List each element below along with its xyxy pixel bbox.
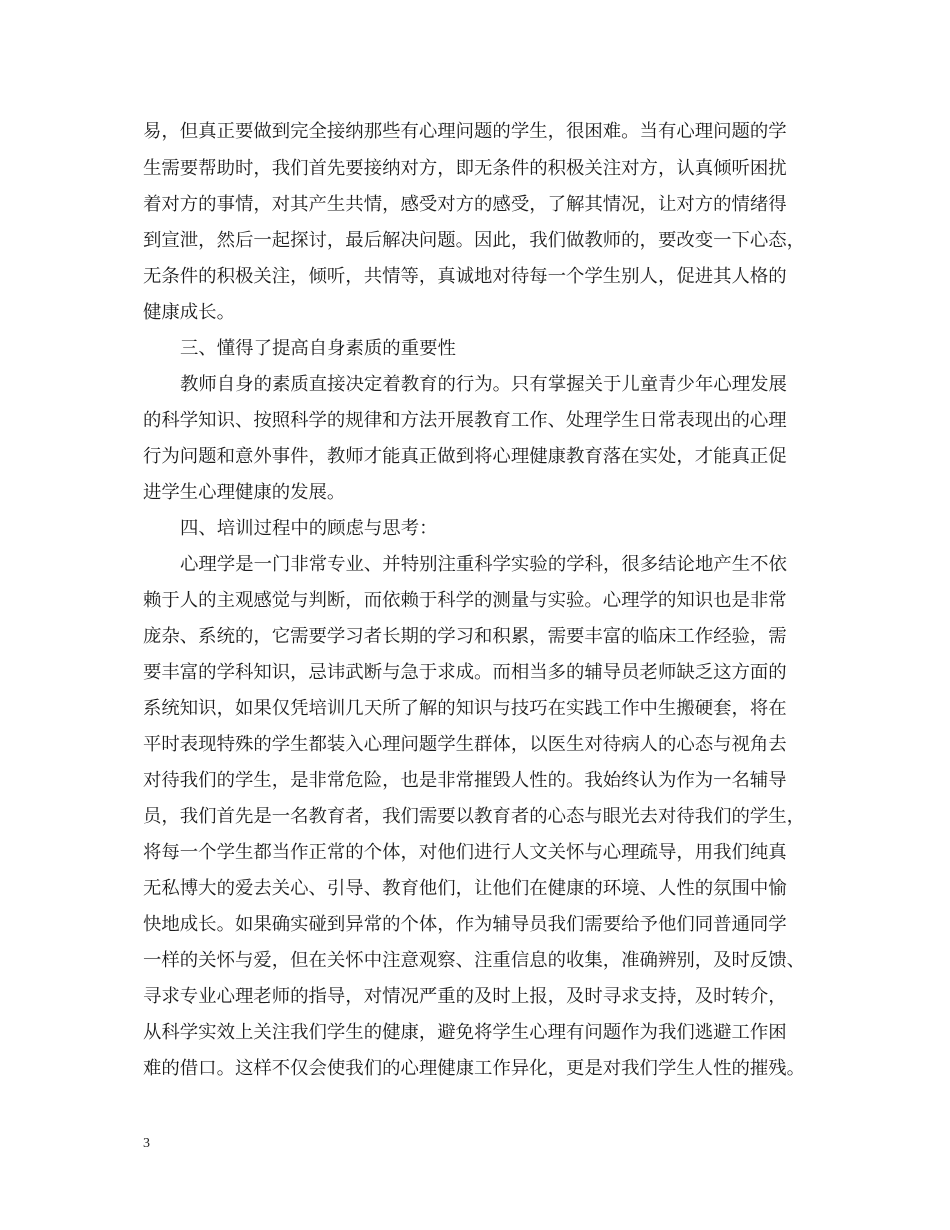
text-line: 易，但真正要做到完全接纳那些有心理问题的学生，很困难。当有心理问题的学 [143,121,787,142]
text-line: 从科学实效上关注我们学生的健康，避免将学生心理有问题作为我们逃避工作困 [143,1022,787,1043]
text-line: 到宣泄，然后一起探讨，最后解决问题。因此，我们做教师的，要改变一下心态， [143,230,806,251]
text-line: 赖于人的主观感觉与判断，而依赖于科学的测量与实验。心理学的知识也是非常 [143,590,787,611]
page-number: 3 [143,1136,150,1151]
text-line: 生需要帮助时，我们首先要接纳对方，即无条件的积极关注对方，认真倾听困扰 [143,158,787,179]
text-line: 进学生心理健康的发展。 [143,482,346,503]
text-line: 一样的关怀与爱，但在关怀中注意观察、注重信息的收集，准确辨别，及时反馈、 [143,950,806,971]
text-line: 系统知识，如果仅凭培训几天所了解的知识与技巧在实践工作中生搬硬套，将在 [143,698,787,719]
text-line: 心理学是一门非常专业、并特别注重科学实验的学科，很多结论地产生不依 [180,554,787,575]
text-line: 健康成长。 [143,302,235,323]
text-line: 着对方的事情，对其产生共情，感受对方的感受，了解其情况，让对方的情绪得 [143,194,787,215]
text-line: 要丰富的学科知识，忌讳武断与急于求成。而相当多的辅导员老师缺乏这方面的 [143,662,787,683]
text-line: 员，我们首先是一名教育者，我们需要以教育者的心态与眼光去对待我们的学生， [143,806,806,827]
text-line: 寻求专业心理老师的指导，对情况严重的及时上报，及时寻求支持，及时转介， [143,986,787,1007]
text-line: 无私博大的爱去关心、引导、教育他们，让他们在健康的环境、人性的氛围中愉 [143,878,787,899]
text-line: 难的借口。这样不仅会使我们的心理健康工作异化，更是对我们学生人性的摧残。 [143,1058,806,1079]
text-line: 将每一个学生都当作正常的个体，对他们进行人文关怀与心理疏导，用我们纯真 [143,842,787,863]
text-line: 的科学知识、按照科学的规律和方法开展教育工作、处理学生日常表现出的心理 [143,410,787,431]
text-line: 快地成长。如果确实碰到异常的个体，作为辅导员我们需要给予他们同普通同学 [143,914,787,935]
section-heading: 三、懂得了提高自身素质的重要性 [180,338,456,359]
text-line: 庞杂、系统的，它需要学习者长期的学习和积累，需要丰富的临床工作经验，需 [143,626,787,647]
text-line: 平时表现特殊的学生都装入心理问题学生群体，以医生对待病人的心态与视角去 [143,734,787,755]
text-line: 行为问题和意外事件，教师才能真正做到将心理健康教育落在实处，才能真正促 [143,446,787,467]
text-line: 对待我们的学生，是非常危险，也是非常摧毁人性的。我始终认为作为一名辅导 [143,770,787,791]
section-heading: 四、培训过程中的顾虑与思考： [180,518,438,539]
text-line: 教师自身的素质直接决定着教育的行为。只有掌握关于儿童青少年心理发展 [180,374,787,395]
text-line: 无条件的积极关注，倾听，共情等，真诚地对待每一个学生别人，促进其人格的 [143,266,787,287]
